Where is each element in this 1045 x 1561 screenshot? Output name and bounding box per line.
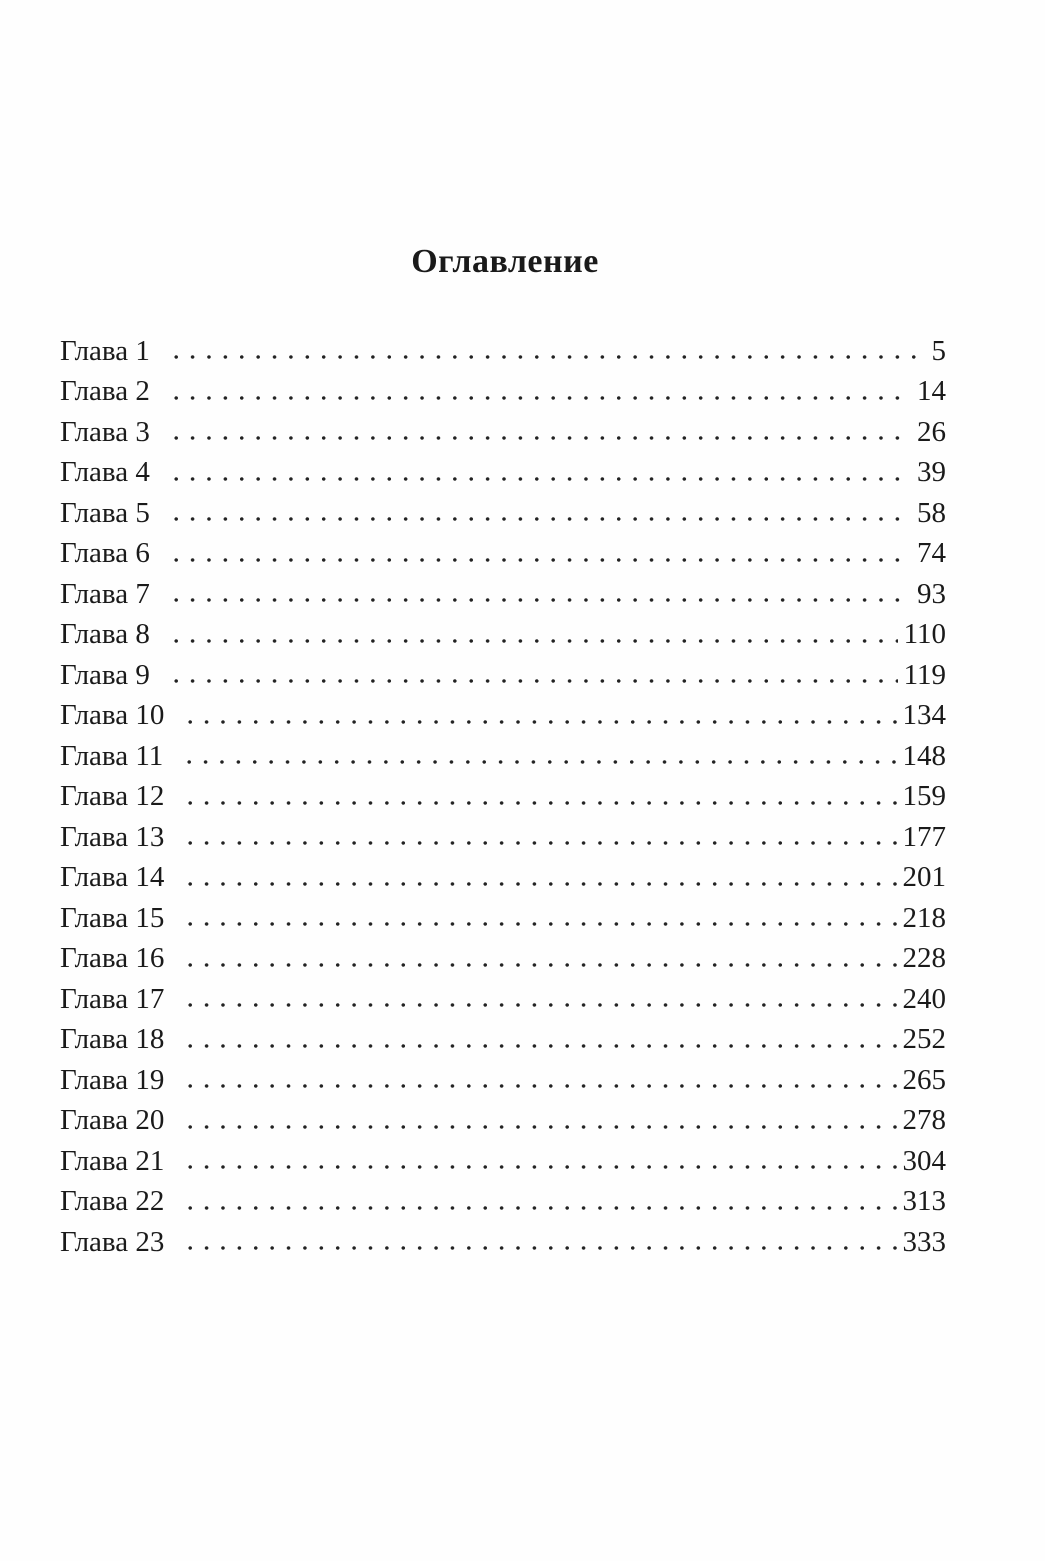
toc-entry-page: 201 bbox=[902, 861, 946, 894]
dot-leader bbox=[182, 1084, 896, 1088]
toc-entry-label: Глава 12 bbox=[60, 780, 165, 813]
dot-leader bbox=[182, 882, 896, 886]
toc-entry-page: 228 bbox=[902, 942, 946, 975]
toc-entry-label: Глава 14 bbox=[60, 861, 165, 894]
dot-leader bbox=[168, 639, 898, 643]
table-of-contents bbox=[60, 331, 946, 1263]
toc-entry bbox=[60, 939, 946, 980]
toc-entry bbox=[60, 696, 946, 737]
toc-entry bbox=[60, 1060, 946, 1101]
toc-entry bbox=[60, 898, 946, 939]
dot-leader bbox=[168, 679, 898, 683]
toc-entry-page: 240 bbox=[902, 982, 946, 1015]
toc-entry-page: 58 bbox=[917, 496, 946, 529]
toc-entry-label: Глава 16 bbox=[60, 942, 165, 975]
toc-entry-label: Глава 15 bbox=[60, 901, 165, 934]
dot-leader bbox=[182, 1003, 896, 1007]
toc-entry bbox=[60, 817, 946, 858]
dot-leader bbox=[168, 598, 911, 602]
dot-leader bbox=[182, 1246, 896, 1250]
toc-entry-label: Глава 10 bbox=[60, 699, 165, 732]
dot-leader bbox=[168, 396, 911, 400]
toc-entry bbox=[60, 331, 946, 372]
toc-entry bbox=[60, 1141, 946, 1182]
toc-entry-label: Глава 7 bbox=[60, 577, 150, 610]
toc-entry-page: 177 bbox=[902, 820, 946, 853]
toc-entry bbox=[60, 453, 946, 494]
toc-entry-page: 278 bbox=[902, 1104, 946, 1137]
toc-entry bbox=[60, 1222, 946, 1263]
dot-leader bbox=[168, 558, 911, 562]
toc-entry-page: 252 bbox=[902, 1023, 946, 1056]
toc-entry-page: 93 bbox=[917, 577, 946, 610]
toc-entry-label: Глава 20 bbox=[60, 1104, 165, 1137]
toc-entry bbox=[60, 574, 946, 615]
dot-leader bbox=[168, 517, 911, 521]
dot-leader bbox=[182, 801, 896, 805]
dot-leader bbox=[181, 760, 896, 764]
toc-entry-page: 265 bbox=[902, 1063, 946, 1096]
toc-entry-page: 26 bbox=[917, 415, 946, 448]
toc-entry-page: 148 bbox=[902, 739, 946, 772]
toc-entry bbox=[60, 1182, 946, 1223]
toc-entry-page: 110 bbox=[903, 618, 946, 651]
dot-leader bbox=[182, 922, 896, 926]
toc-entry-label: Глава 9 bbox=[60, 658, 150, 691]
toc-entry-label: Глава 19 bbox=[60, 1063, 165, 1096]
toc-entry bbox=[60, 615, 946, 656]
toc-entry-label: Глава 1 bbox=[60, 334, 150, 367]
toc-entry-label: Глава 13 bbox=[60, 820, 165, 853]
toc-entry-label: Глава 17 bbox=[60, 982, 165, 1015]
toc-entry-page: 333 bbox=[902, 1225, 946, 1258]
toc-entry bbox=[60, 1101, 946, 1142]
page-title: Оглавление bbox=[411, 243, 599, 280]
dot-leader bbox=[168, 355, 926, 359]
toc-entry bbox=[60, 412, 946, 453]
toc-entry bbox=[60, 736, 946, 777]
dot-leader bbox=[182, 1125, 896, 1129]
toc-entry-label: Глава 6 bbox=[60, 537, 150, 570]
toc-entry-label: Глава 8 bbox=[60, 618, 150, 651]
toc-entry bbox=[60, 493, 946, 534]
toc-entry-page: 313 bbox=[902, 1185, 946, 1218]
toc-entry bbox=[60, 858, 946, 899]
toc-entry bbox=[60, 534, 946, 575]
toc-entry-page: 218 bbox=[902, 901, 946, 934]
toc-entry-label: Глава 23 bbox=[60, 1225, 165, 1258]
toc-entry-page: 14 bbox=[917, 375, 946, 408]
dot-leader bbox=[182, 841, 896, 845]
toc-entry bbox=[60, 655, 946, 696]
toc-entry-page: 5 bbox=[931, 334, 946, 367]
toc-entry-label: Глава 2 bbox=[60, 375, 150, 408]
dot-leader bbox=[182, 963, 896, 967]
toc-entry-label: Глава 4 bbox=[60, 456, 150, 489]
toc-entry-label: Глава 11 bbox=[60, 739, 164, 772]
toc-entry-page: 304 bbox=[902, 1144, 946, 1177]
dot-leader bbox=[168, 477, 911, 481]
toc-entry-label: Глава 3 bbox=[60, 415, 150, 448]
toc-entry bbox=[60, 1020, 946, 1061]
toc-entry-label: Глава 22 bbox=[60, 1185, 165, 1218]
toc-entry-page: 119 bbox=[903, 658, 946, 691]
dot-leader bbox=[182, 1206, 896, 1210]
toc-entry-page: 74 bbox=[917, 537, 946, 570]
toc-entry bbox=[60, 979, 946, 1020]
dot-leader bbox=[182, 1044, 896, 1048]
toc-entry-page: 39 bbox=[917, 456, 946, 489]
dot-leader bbox=[182, 1165, 896, 1169]
toc-entry-label: Глава 18 bbox=[60, 1023, 165, 1056]
toc-entry bbox=[60, 372, 946, 413]
toc-entry-label: Глава 21 bbox=[60, 1144, 165, 1177]
dot-leader bbox=[182, 720, 896, 724]
toc-entry-page: 159 bbox=[902, 780, 946, 813]
toc-entry-label: Глава 5 bbox=[60, 496, 150, 529]
toc-entry-page: 134 bbox=[902, 699, 946, 732]
dot-leader bbox=[168, 436, 911, 440]
toc-entry bbox=[60, 777, 946, 818]
